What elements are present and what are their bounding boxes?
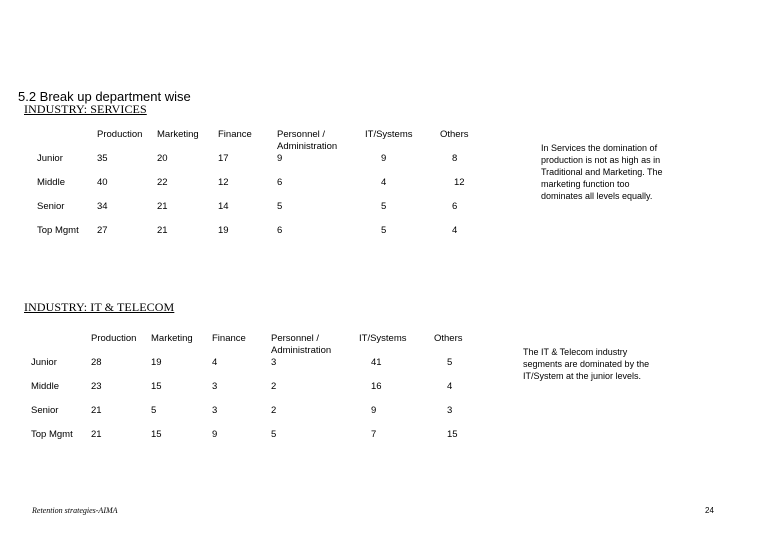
page-number: 24 xyxy=(705,506,714,515)
table-cell: 2 xyxy=(271,381,277,392)
col-header-production: Production xyxy=(97,129,143,140)
table-cell: 3 xyxy=(271,357,277,368)
table-cell: 4 xyxy=(447,381,453,392)
table-cell: 21 xyxy=(91,405,102,416)
table-cell: 6 xyxy=(277,225,283,236)
table-cell: 20 xyxy=(157,153,168,164)
col-header-others: Others xyxy=(434,333,463,344)
industry-title-it-telecom: INDUSTRY: IT & TELECOM xyxy=(24,300,175,314)
table-cell: 21 xyxy=(157,225,168,236)
table-cell: 19 xyxy=(151,357,162,368)
section-note: The IT & Telecom industry segments are dominated by the IT/System at the junior levels. xyxy=(523,347,650,381)
table-cell: 6 xyxy=(452,201,458,212)
table-cell: 3 xyxy=(212,405,218,416)
table-cell: 9 xyxy=(381,153,387,164)
table-cell: 9 xyxy=(371,405,377,416)
row-label: Top Mgmt xyxy=(31,429,73,440)
table-cell: 4 xyxy=(212,357,218,368)
table-cell: 23 xyxy=(91,381,102,392)
col-header-marketing: Marketing xyxy=(151,333,193,344)
table-cell: 12 xyxy=(454,177,465,188)
table-cell: 21 xyxy=(157,201,168,212)
table-cell: 5 xyxy=(271,429,277,440)
section-note: In Services the domination of production is not as high as in Traditional and Marketing. The marketing function too dominates all levels equally. xyxy=(541,143,663,201)
table-cell: 9 xyxy=(277,153,283,164)
table-cell: 5 xyxy=(381,201,387,212)
table-cell: 15 xyxy=(447,429,458,440)
row-label: Top Mgmt xyxy=(37,225,79,236)
col-header-marketing: Marketing xyxy=(157,129,199,140)
table-cell: 34 xyxy=(97,201,108,212)
table-cell: 21 xyxy=(91,429,102,440)
table-cell: 9 xyxy=(212,429,218,440)
table-cell: 17 xyxy=(218,153,229,164)
table-cell: 5 xyxy=(447,357,453,368)
industry-title-services: INDUSTRY: SERVICES xyxy=(24,102,147,116)
table-cell: 8 xyxy=(452,153,458,164)
table-cell: 22 xyxy=(157,177,168,188)
row-label: Middle xyxy=(31,381,59,392)
col-header-others: Others xyxy=(440,129,469,140)
table-cell: 6 xyxy=(277,177,283,188)
row-label: Senior xyxy=(31,405,59,416)
table-cell: 12 xyxy=(218,177,229,188)
footer-text: Retention strategies-AIMA xyxy=(32,506,118,515)
row-label: Middle xyxy=(37,177,65,188)
table-cell: 16 xyxy=(371,381,382,392)
table-cell: 3 xyxy=(447,405,453,416)
table-cell: 27 xyxy=(97,225,108,236)
table-cell: 14 xyxy=(218,201,229,212)
table-cell: 2 xyxy=(271,405,277,416)
table-cell: 5 xyxy=(151,405,157,416)
table-cell: 15 xyxy=(151,381,162,392)
col-header-it-systems: IT/Systems xyxy=(359,333,407,344)
table-cell: 28 xyxy=(91,357,102,368)
col-header-it-systems: IT/Systems xyxy=(365,129,413,140)
table-cell: 15 xyxy=(151,429,162,440)
table-cell: 4 xyxy=(452,225,458,236)
page-heading: 5.2 Break up department wise xyxy=(18,89,191,104)
col-header-personnel: Personnel / Administration xyxy=(277,129,338,152)
table-cell: 40 xyxy=(97,177,108,188)
row-label: Junior xyxy=(31,357,57,368)
table-cell: 19 xyxy=(218,225,229,236)
col-header-finance: Finance xyxy=(212,333,246,344)
row-label: Senior xyxy=(37,201,65,212)
table-cell: 5 xyxy=(381,225,387,236)
table-cell: 3 xyxy=(212,381,218,392)
table-cell: 7 xyxy=(371,429,377,440)
table-cell: 41 xyxy=(371,357,382,368)
col-header-finance: Finance xyxy=(218,129,252,140)
table-cell: 35 xyxy=(97,153,108,164)
col-header-personnel: Personnel / Administration xyxy=(271,333,332,356)
col-header-production: Production xyxy=(91,333,137,344)
table-cell: 4 xyxy=(381,177,387,188)
row-label: Junior xyxy=(37,153,63,164)
table-cell: 5 xyxy=(277,201,283,212)
